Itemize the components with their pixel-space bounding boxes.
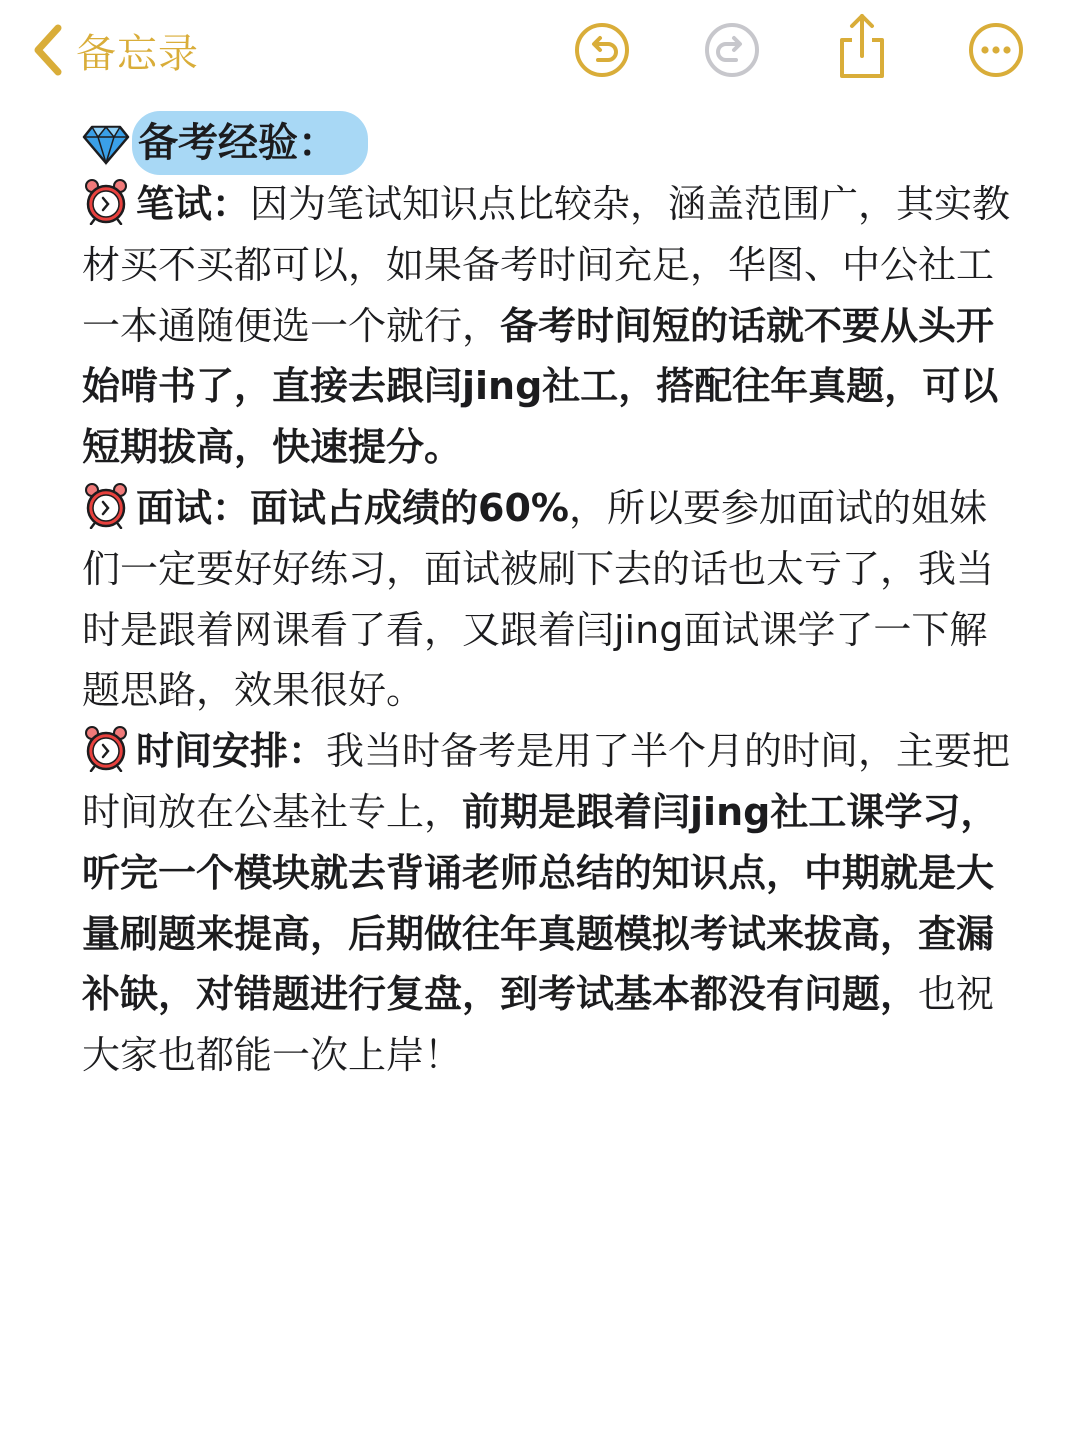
note-heading: [82, 112, 1012, 174]
redo-button[interactable]: [704, 22, 760, 78]
alarm-clock-icon: [82, 724, 130, 772]
section-text: ，所以要参加面试的姐妹们一定要好好练习，面试被刷下去的话也太亏了，我当时是跟着网课看了看，又跟着闫jing面试课学了一下解题思路，效果很好。: [82, 485, 995, 713]
share-button[interactable]: [834, 12, 890, 80]
undo-button[interactable]: [574, 22, 630, 78]
alarm-clock-icon: [82, 177, 130, 225]
section-bold-text: 面试占成绩的60%: [250, 485, 569, 530]
back-button[interactable]: [30, 20, 199, 80]
navigation-bar: [0, 0, 1080, 100]
gem-icon: [82, 119, 130, 167]
section-schedule: [82, 721, 1012, 1086]
note-body[interactable]: [82, 112, 1012, 1086]
more-icon: [968, 22, 1024, 78]
section-written-exam: [82, 174, 1012, 478]
alarm-clock-icon: [82, 481, 130, 529]
section-label: 时间安排：: [136, 729, 327, 774]
undo-icon: [574, 22, 630, 78]
section-text: 因为笔试知识点比较杂，涵盖范围广，其实教材买不买都可以，如果备考时间充足，华图、中公社工一本通随便选一个就行，: [82, 182, 1011, 348]
more-button[interactable]: [968, 22, 1024, 78]
section-text-closing: 也祝大家也都能一次上岸！: [82, 972, 995, 1078]
share-icon: [834, 12, 890, 80]
heading-text: 备考经验：: [132, 111, 368, 176]
section-label: 笔试：: [136, 182, 251, 226]
chevron-left-icon: [30, 22, 66, 78]
section-interview: [82, 478, 1012, 721]
section-text: 我当时备考是用了半个月的时间，主要把时间放在公基社专上，: [82, 729, 1011, 834]
section-bold-text: 前期是跟着闫jing社工课学习，听完一个模块就去背诵老师总结的知识点，中期就是大量刷题来提高，后期做往年真题模拟考试来拔高，查漏补缺，对错题进行复盘，到考试基本都没有问题，: [82, 789, 999, 1017]
section-bold-text: 备考时间短的话就不要从头开始啃书了，直接去跟闫jing社工，搭配往年真题，可以短期拔高，快速提分。: [82, 303, 999, 470]
section-label: 面试：: [136, 485, 251, 530]
redo-icon: [704, 22, 760, 78]
back-button-label: 备忘录: [76, 30, 199, 77]
